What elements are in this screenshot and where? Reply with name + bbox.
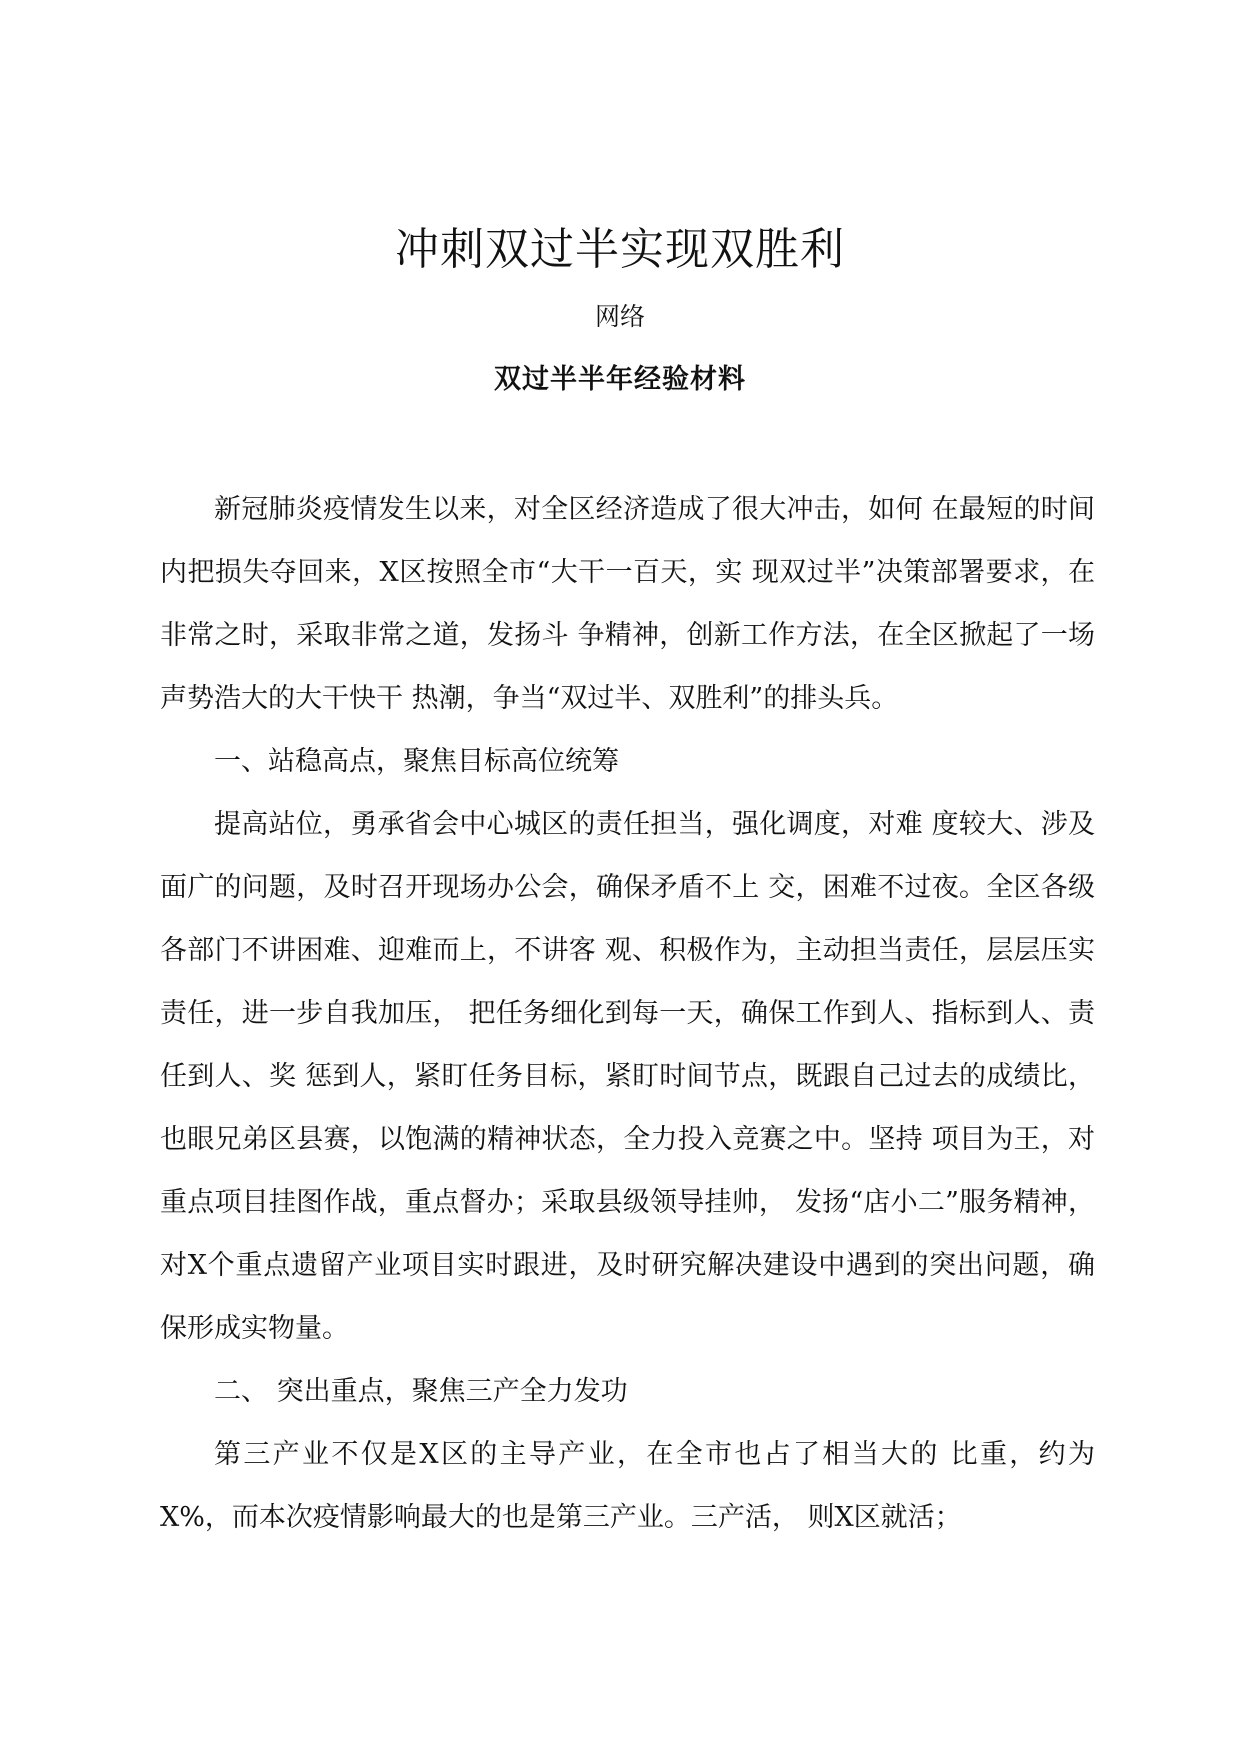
document-author: 网络 — [594, 302, 645, 331]
document-subtitle: 双过半半年经验材料 — [494, 364, 746, 395]
section-heading-1: 一、站稳高点，聚焦目标高位统筹 — [214, 746, 619, 777]
paragraph-section-1: 提高站位，勇承省会中心城区的责任担当，强化调度，对难 度较大、涉及面广的问题，及时召开现场办公会，确保矛盾不上 交，困难不过夜。全区各级各部门不讲困难、迎难而上，不讲客 观、积极作为，主动担当责任，层层压实责任，进一步自我加压， 把任务细化到每一天，确保工作到人、指标到人、责任到人、奖 惩到人，紧盯任务目标，紧盯时间节点，既跟自己过去的成绩比， 也眼兄弟区县赛，以饱满的精神状态，全力投入竞赛之中。坚持 项目为王，对重点项目挂图作战，重点督办；采取县级领导挂帅， 发扬“店小二”服务精神，对X个重点遗留产业项目实时跟进，及时研究解决建设中遇到的突出问题，确保形成实物量。 — [160, 809, 1095, 1344]
document-body — [160, 478, 1095, 1549]
section-heading-2: 二、 突出重点，聚焦三产全力发功 — [214, 1376, 628, 1407]
document-title: 冲刺双过半实现双胜利 — [395, 224, 845, 275]
paragraph-intro: 新冠肺炎疫情发生以来，对全区经济造成了很大冲击，如何 在最短的时间内把损失夺回来，X区按照全市“大干一百天，实 现双过半”决策部署要求，在非常之时，采取非常之道，发扬斗 争精神，创新工作方法，在全区掀起了一场声势浩大的大干快干 热潮，争当“双过半、双胜利”的排头兵。 — [160, 494, 1095, 714]
paragraph-section-2: 第三产业不仅是X区的主导产业，在全市也占了相当大的 比重，约为X%，而本次疫情影响最大的也是第三产业。三产活， 则X区就活； — [160, 1439, 1095, 1533]
